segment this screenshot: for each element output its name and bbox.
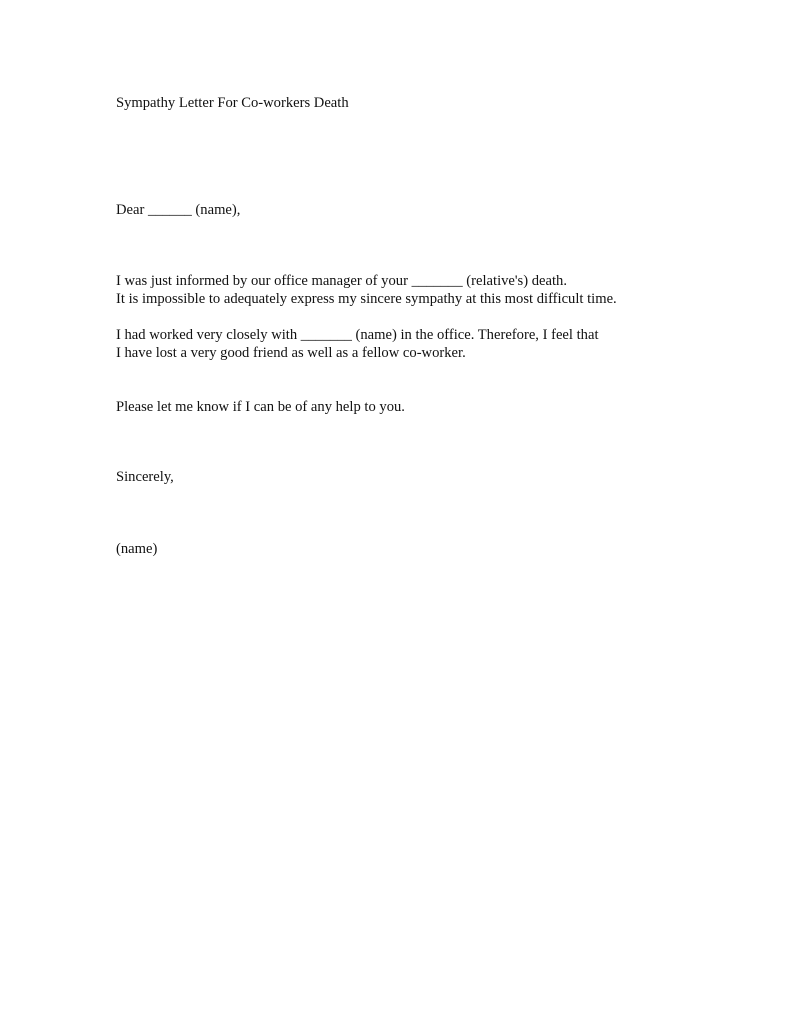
letter-title: Sympathy Letter For Co-workers Death [116, 95, 349, 111]
letter-signature: (name) [116, 541, 158, 557]
letter-closing: Sincerely, [116, 469, 174, 485]
paragraph-1-line-1: I was just informed by our office manager of your _______ (relative's) death. [116, 273, 567, 289]
paragraph-2-line-2: I have lost a very good friend as well as a fellow co-worker. [116, 345, 466, 361]
paragraph-3: Please let me know if I can be of any help to you. [116, 399, 405, 415]
letter-salutation: Dear ______ (name), [116, 202, 241, 218]
paragraph-1-line-2: It is impossible to adequately express my sincere sympathy at this most difficult time. [116, 291, 617, 307]
paragraph-2-line-1: I had worked very closely with _______ (name) in the office. Therefore, I feel that [116, 327, 599, 343]
